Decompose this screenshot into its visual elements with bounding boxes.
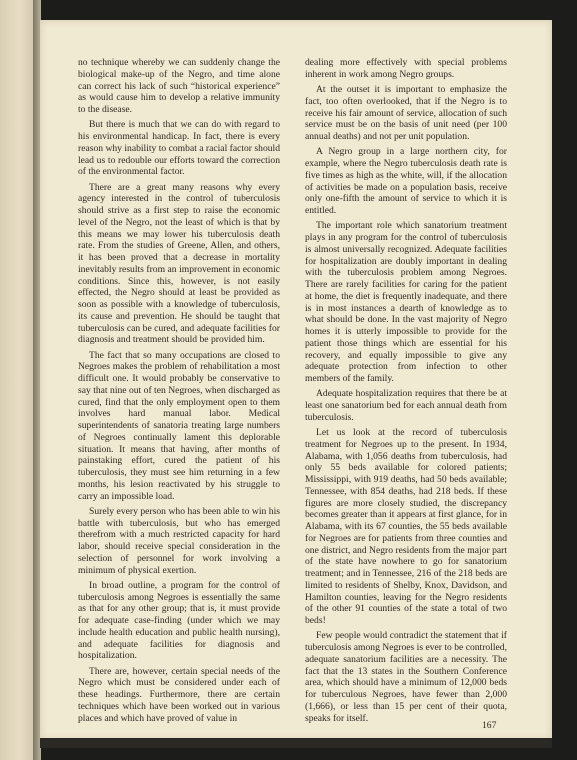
- page-bottom-edge: [40, 738, 552, 748]
- paragraph: Adequate hospitalization requires that there be at least one sanatorium bed for each annual death from tuberculosis.: [305, 388, 507, 423]
- paragraph: Let us look at the record of tuberculosis treatment for Negroes up to the present. In 1934, Alabama, with 1,056 deaths from tuberculosis, had only 55 beds available for colored patients; Mississippi, with 919 deaths, had 50 beds available; Tennessee, with 854 deaths, had 218 beds. If these figures are more closely studied, the discrepancy becomes greater than it appears at first glance, for in Alabama, with its 67 counties, the 55 beds available for Negroes are for patients from three counties and one district, and Negro residents from the major part of the state have nowhere to go for sanatorium treatment; and in Tennessee, 216 of the 218 beds are limited to residents of Shelby, Knox, Davidson, and Hamilton counties, leaving for the Negro residents of the other 91 counties of the state a total of two beds!: [305, 427, 507, 626]
- paragraph: no technique whereby we can suddenly change the biological make-up of the Negro, and time alone can correct his lack of such “historical experience” as would cause him to develop a relative immunity to the disease.: [78, 57, 280, 115]
- book-gutter: [0, 0, 36, 760]
- paragraph: There are a great many reasons why every agency interested in the control of tuberculosis should strive as a first step to raise the economic level of the Negro, not the least of which is that by this means we may lower his tuberculosis death rate. From the studies of Greene, Allen, and others, it has been proved that a decrease in mortality inevitably results from an improvement in economic conditions. Since this, however, is not easily effected, the Negro should at least be provided as soon as possible with a knowledge of tuberculosis, its cause and prevention. He should be taught that tuberculosis can be cured, and adequate facilities for diagnosis and treatment should be provided him.: [78, 181, 280, 346]
- paragraph: dealing more effectively with special problems inherent in work among Negro groups.: [305, 57, 507, 80]
- page-number: 167: [482, 720, 497, 731]
- right-column: [305, 57, 507, 728]
- paragraph: In broad outline, a program for the control of tuberculosis among Negroes is essentially the same as that for any other group; that is, it must provide for adequate case-finding (under which we may include health education and public health nursing), and adequate facilities for diagnosis and hospitalization.: [78, 579, 280, 662]
- paragraph: At the outset it is important to emphasize the fact, too often overlooked, that if the Negro is to receive his fair amount of service, allocation of such service must be on the basis of unit need (per 100 annual deaths) and not per unit population.: [305, 84, 507, 142]
- paragraph: Surely every person who has been able to win his battle with tuberculosis, but who has emerged therefrom with a much restricted capacity for hard labor, should receive special consideration in the selection of personnel for work involving a minimum of physical exertion.: [78, 505, 280, 576]
- paragraph: The important role which sanatorium treatment plays in any program for the control of tuberculosis is almost universally recognized. Adequate facilities for hospitalization are doubly important in dealing with the tuberculosis problem among Negroes. There are rarely facilities for caring for the patient at home, the diet is frequently inadequate, and there is in most instances a dearth of knowledge as to what should be done. In the vast majority of Negro homes it is utterly impossible to provide for the patient those things which are essential for his recovery, and equally impossible to give any adequate protection from infection to other members of the family.: [305, 220, 507, 384]
- paragraph: There are, however, certain special needs of the Negro which must be considered under each of these headings. Furthermore, there are certain techniques which have been worked out in various places and which have proved of value in: [78, 665, 280, 724]
- book-page: [40, 20, 552, 740]
- paragraph: But there is much that we can do with regard to his environmental handicap. In fact, there is every reason why inability to combat a racial factor should lead us to redouble our efforts toward the correction of the environmental factor.: [78, 119, 280, 178]
- paragraph: The fact that so many occupations are closed to Negroes makes the problem of rehabilitation a most difficult one. It would probably be conservative to say that nine out of ten Negroes, when discharged as cured, find that the only employment open to them involves hard manual labor. Medical superintendents of sanatoria treating large numbers of Negroes continually lament this deplorable situation. It means that having, after months of painstaking effort, cured the patient of his tuberculosis, they must see him returning in a few months, his lesion reactivated by his struggle to carry an impossible load.: [78, 349, 280, 502]
- paragraph: Few people would contradict the statement that if tuberculosis among Negroes is ever to be controlled, adequate sanatorium facilities are a necessity. The fact that the 13 states in the Southern Conference area, which should have a minimum of 12,000 beds for tuberculous Negroes, have fewer than 2,000 (1,666), or less than 15 per cent of their quota, speaks for itself.: [305, 630, 507, 724]
- left-column: [78, 57, 280, 728]
- paragraph: A Negro group in a large northern city, for example, where the Negro tuberculosis death rate is five times as high as the white, will, if the allocation of activities be made on a population basis, receive only one-fifth the amount of service to which it is entitled.: [305, 146, 507, 216]
